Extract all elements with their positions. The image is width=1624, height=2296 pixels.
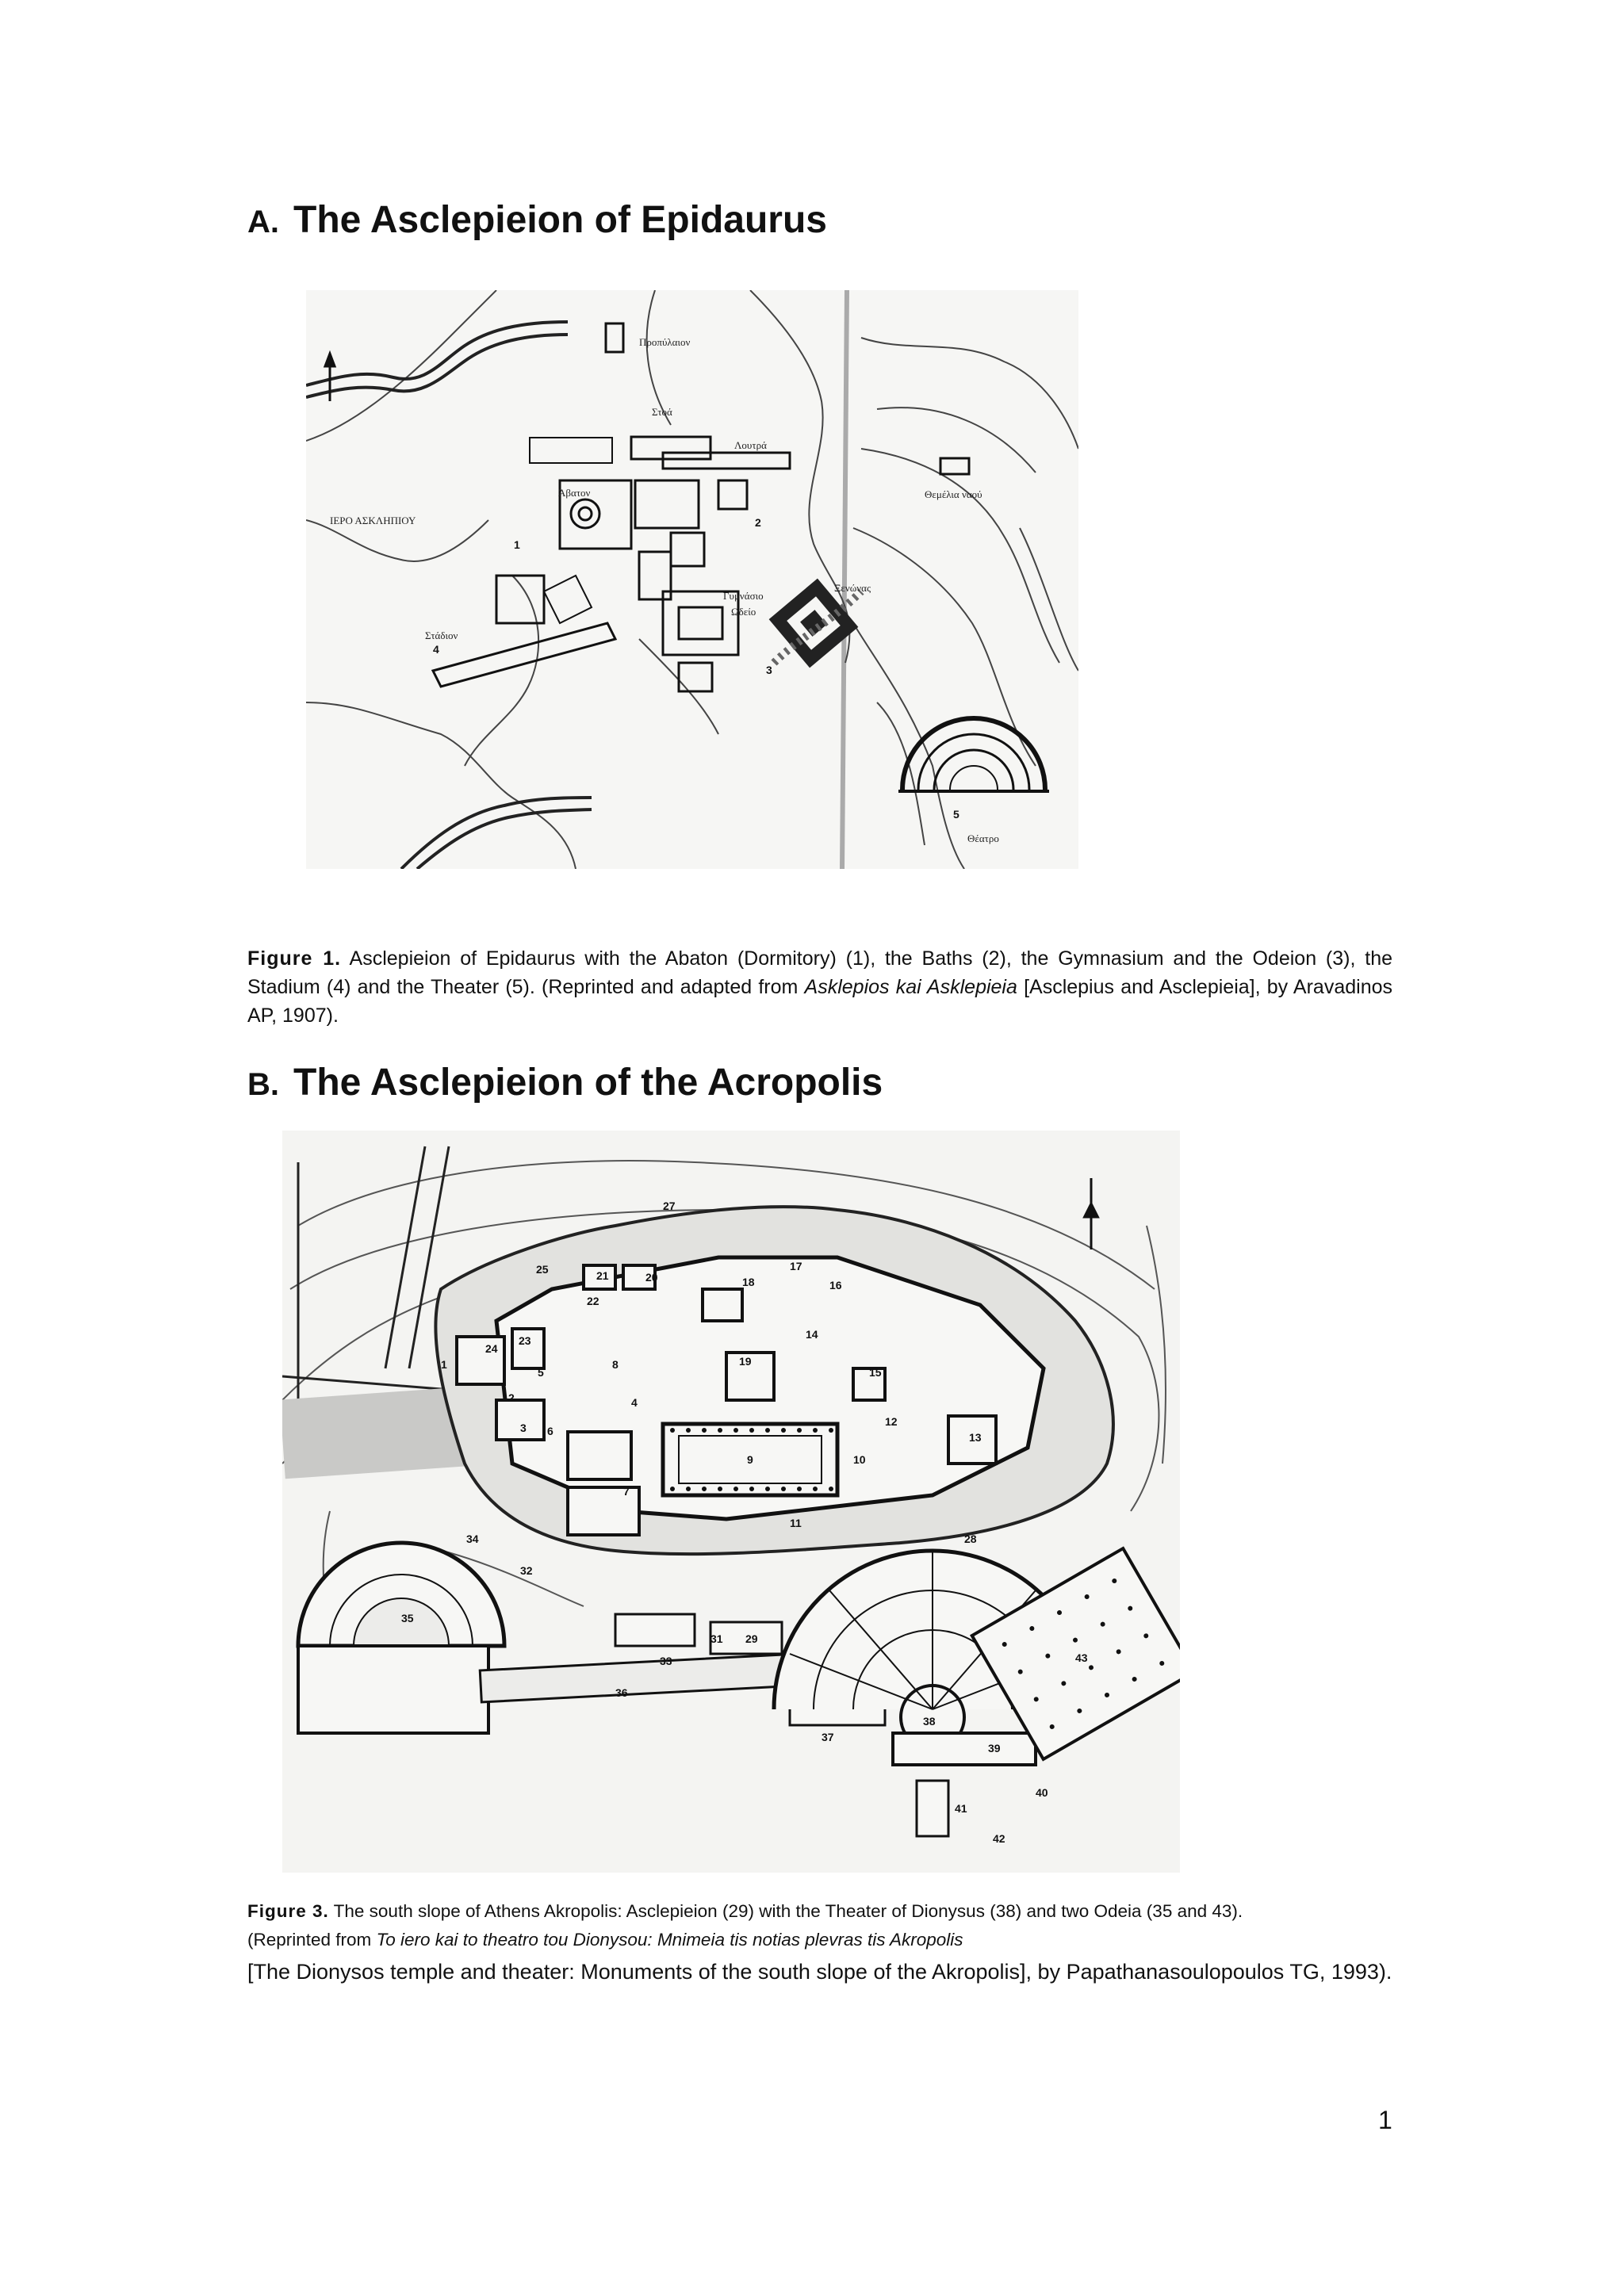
map-number: 2 xyxy=(755,516,761,529)
page-number: 1 xyxy=(1378,2106,1392,2134)
map-number: 21 xyxy=(596,1269,609,1282)
map-number: 20 xyxy=(645,1271,658,1284)
map-number: 12 xyxy=(885,1415,898,1428)
section-a-heading xyxy=(247,198,827,242)
figure-3-caption-continuation: [The Dionysos temple and theater: Monuments of the south slope of the Akropolis], by Papathanasoulopoulos TG, 1993). xyxy=(247,1960,1392,1984)
map-number: 19 xyxy=(739,1355,752,1368)
caption-italic: Asklepios kai Asklepieia xyxy=(804,976,1017,998)
map-number: 41 xyxy=(955,1802,967,1815)
label-temple: Θεμέλια ναού xyxy=(925,488,982,500)
map-number: 3 xyxy=(520,1422,527,1434)
map-number: 28 xyxy=(964,1533,977,1545)
label-propylaia: Προπύλαιον xyxy=(639,336,691,348)
figure-1-caption xyxy=(247,944,1392,1030)
map-number: 40 xyxy=(1036,1786,1048,1799)
map-number: 29 xyxy=(745,1632,758,1645)
figure-3-caption xyxy=(247,1897,1392,1954)
map-number: 32 xyxy=(520,1564,533,1577)
map-number: 31 xyxy=(710,1632,723,1645)
map-number: 2 xyxy=(508,1391,515,1404)
map-number: 9 xyxy=(747,1453,753,1466)
map-number: 11 xyxy=(790,1517,802,1529)
label-hiero: ΙΕΡΟ ΑΣΚΛΗΠΙΟΥ xyxy=(330,515,416,526)
map-number: 5 xyxy=(953,808,959,821)
map-number: 22 xyxy=(587,1295,599,1307)
map-number: 3 xyxy=(766,664,772,676)
label-abaton: Άβατον xyxy=(558,487,591,499)
map-number: 13 xyxy=(969,1431,982,1444)
figure-3-map xyxy=(282,1131,1180,1873)
label-gymnasio: Γυμνάσιο xyxy=(723,590,764,602)
caption-text: Asclepieion of Epidaurus with the Abaton (Dormitory) (1), the Baths (2), the Gymnasium and the Odeion (3), the Stadium (4) and the Theater (5). (Reprinted and adapted from xyxy=(247,947,1393,998)
map-number: 25 xyxy=(536,1263,549,1276)
map-number: 33 xyxy=(660,1655,672,1667)
map-number: 1 xyxy=(514,538,520,551)
label-odeio: Ωδείο xyxy=(731,606,756,618)
caption-tail: [Asclepius and Asclepieia], by Aravadinos AP, 1907). xyxy=(247,976,1393,1027)
section-a-title: The Asclepieion of Epidaurus xyxy=(293,199,827,241)
map-number: 42 xyxy=(993,1832,1005,1845)
map-number: 43 xyxy=(1075,1651,1088,1664)
map-number: 39 xyxy=(988,1742,1001,1755)
map-number: 35 xyxy=(401,1612,414,1624)
caption-lead: Figure 1. xyxy=(247,947,342,970)
caption-line2-italic: To iero kai to theatro tou Dionysou: Mnimeia tis notias plevras tis Akropolis xyxy=(376,1929,963,1950)
label-xenonas: Ξενώνας xyxy=(834,582,871,594)
map-number: 14 xyxy=(806,1328,818,1341)
section-b-title: The Asclepieion of the Acropolis xyxy=(293,1062,883,1104)
map-number: 23 xyxy=(519,1334,531,1347)
section-b-letter: B. xyxy=(247,1067,279,1102)
map-number: 16 xyxy=(829,1279,842,1292)
map-number: 38 xyxy=(923,1715,936,1728)
map-number: 10 xyxy=(853,1453,866,1466)
label-stoa: Στοά xyxy=(652,406,672,418)
label-theatre: Θέατρο xyxy=(967,832,999,844)
map-number: 6 xyxy=(547,1425,553,1437)
map-number: 24 xyxy=(485,1342,498,1355)
section-a-letter: A. xyxy=(247,205,279,239)
map-number: 8 xyxy=(612,1358,619,1371)
map-number: 4 xyxy=(433,643,439,656)
map-number: 37 xyxy=(822,1731,834,1743)
caption-text: The south slope of Athens Akropolis: Asclepieion (29) with the Theater of Dionysus (38) and two Odeia (35 and 43). xyxy=(333,1900,1243,1921)
map-number: 17 xyxy=(790,1260,802,1272)
figure-1-map xyxy=(306,290,1078,869)
map-number: 18 xyxy=(742,1276,755,1288)
map-number: 27 xyxy=(663,1200,676,1212)
caption-lead: Figure 3. xyxy=(247,1900,329,1921)
caption-line2-prefix: (Reprinted from xyxy=(247,1929,377,1950)
map-number: 5 xyxy=(538,1366,544,1379)
section-b-heading xyxy=(247,1061,883,1104)
map-number: 7 xyxy=(623,1485,630,1498)
label-loutra: Λουτρά xyxy=(734,439,767,451)
map-number: 15 xyxy=(869,1366,882,1379)
map-number: 34 xyxy=(466,1533,479,1545)
map-number: 1 xyxy=(441,1358,447,1371)
label-stadion: Στάδιον xyxy=(425,629,458,641)
map-number: 4 xyxy=(631,1396,638,1409)
map-number: 36 xyxy=(615,1686,628,1699)
